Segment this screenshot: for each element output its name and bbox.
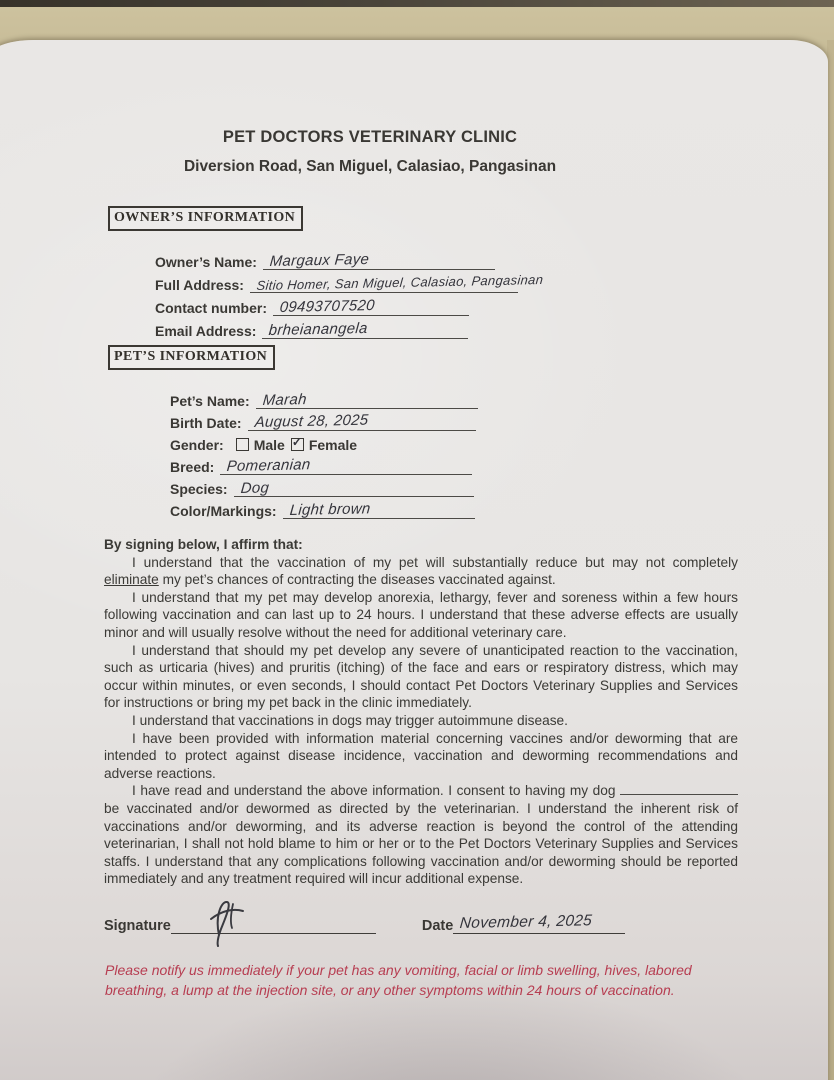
pet-breed-field bbox=[170, 453, 478, 475]
date-line bbox=[453, 912, 625, 934]
owner-email-line bbox=[262, 320, 468, 339]
pet-breed-value: Pomeranian bbox=[226, 456, 312, 475]
owner-contact-line bbox=[273, 297, 469, 316]
pet-name-line bbox=[256, 390, 478, 409]
pet-name-field bbox=[170, 387, 478, 409]
signature-label: Signature bbox=[104, 918, 171, 934]
pet-birthdate-value: August 28, 2025 bbox=[253, 411, 369, 431]
pet-color-label: Color/Markings: bbox=[170, 503, 277, 519]
desk-surface-right-edge bbox=[827, 40, 834, 1080]
post-vaccination-notice: Please notify us immediately if your pet has any vomiting, facial or limb swelling, hives, labored breathing, a lump at the injection site, or any other symptoms within 24 hours of vaccination. bbox=[105, 962, 692, 998]
pet-species-label: Species: bbox=[170, 481, 228, 497]
owner-contact-value: 09493707520 bbox=[279, 296, 376, 316]
pet-birthdate-label: Birth Date: bbox=[170, 415, 242, 431]
photo-top-shadow bbox=[0, 0, 834, 7]
checkbox-check-icon: ✓ bbox=[291, 435, 302, 449]
paragraph-6-text: I have read and understand the above information. I consent to having my dog bbox=[132, 783, 620, 799]
owner-address-field bbox=[155, 270, 544, 293]
pet-fields bbox=[170, 387, 478, 519]
date-value: November 4, 2025 bbox=[459, 912, 594, 932]
paragraph-1-text-after: my pet’s chances of contracting the diseases vaccinated against. bbox=[158, 572, 556, 588]
paragraph-1-text: I understand that the vaccination of my pet will substantially reduce but may not completely bbox=[132, 554, 738, 570]
affirmation-paragraph-1 bbox=[104, 554, 738, 589]
pet-species-line bbox=[234, 478, 474, 497]
pet-breed-line bbox=[220, 456, 472, 475]
pet-information-heading: PET’S INFORMATION bbox=[108, 345, 275, 370]
clinic-header bbox=[0, 128, 740, 176]
female-label: Female bbox=[308, 437, 358, 453]
pet-color-value: Light brown bbox=[288, 500, 371, 519]
affirmation-paragraph-5: I have been provided with information material concerning vaccines and/or deworming that are intended to protect against disease incidence, vaccination and deworming recommendations and adverse reactions. bbox=[104, 730, 738, 781]
owner-email-field bbox=[155, 316, 518, 339]
pet-species-field bbox=[170, 475, 478, 497]
pet-birthdate-line bbox=[248, 412, 476, 431]
female-checkbox bbox=[291, 435, 304, 451]
consent-dog-name-blank bbox=[620, 783, 738, 795]
pet-name-label: Pet’s Name: bbox=[170, 393, 250, 409]
signature-line bbox=[171, 917, 376, 934]
owner-name-line bbox=[263, 251, 495, 270]
owner-contact-label: Contact number: bbox=[155, 300, 267, 316]
owner-email-value: brheianangela bbox=[268, 319, 369, 339]
paragraph-6-text-after: be vaccinated and/or dewormed as directed by the veterinarian. I understand the inherent risk of vaccinations and/or deworming, and its adverse reaction is beyond the control of the attending veterinarian, I shall not hold blame to him or her or to the Pet Doctors Veterinary Supplies and Services staffs. I understand that any complications following vaccination and/or deworming should be reported immediately and any treatment required will incur additional expense. bbox=[104, 800, 738, 887]
owner-name-field bbox=[155, 247, 518, 270]
paragraph-1-underlined-word: eliminate bbox=[104, 572, 159, 588]
signature-scribble bbox=[203, 895, 263, 947]
affirmation-heading: By signing below, I affirm that: bbox=[104, 537, 303, 552]
pet-breed-label: Breed: bbox=[170, 459, 215, 475]
affirmation-paragraph-3: I understand that should my pet develop any severe of unanticipated reaction to the vaccination, such as urticaria (hives) and pruritis (itching) of the face and ears or respiratory distress, which may occur within minutes, or even seconds, I should contact Pet Doctors Veterinary Supplies and Services for instructions or bring my pet back in the clinic immediately. bbox=[104, 642, 738, 711]
owner-address-line bbox=[250, 271, 544, 293]
affirmation-section bbox=[104, 536, 738, 888]
owner-address-label: Full Address: bbox=[155, 277, 244, 293]
signature-block bbox=[104, 912, 738, 934]
pet-birthdate-field bbox=[170, 409, 478, 431]
owner-email-label: Email Address: bbox=[155, 323, 257, 339]
date-label: Date bbox=[421, 918, 454, 934]
affirmation-paragraph-4: I understand that vaccinations in dogs may trigger autoimmune disease. bbox=[132, 712, 568, 728]
affirmation-paragraph-2: I understand that my pet may develop anorexia, lethargy, fever and soreness within a few hours following vaccination and can last up to 24 hours. I understand that these adverse effects are usually minor and will usually resolve without the need for additional veterinary care. bbox=[104, 589, 738, 640]
owner-address-value: Sitio Homer, San Miguel, Calasiao, Pangasinan bbox=[255, 271, 544, 293]
pet-gender-label: Gender: bbox=[170, 437, 224, 453]
owner-name-value: Margaux Faye bbox=[268, 250, 370, 270]
male-checkbox bbox=[236, 438, 249, 451]
owner-contact-field bbox=[155, 293, 518, 316]
pet-species-value: Dog bbox=[239, 479, 270, 497]
pet-color-field bbox=[170, 497, 478, 519]
owner-name-label: Owner’s Name: bbox=[155, 254, 257, 270]
owner-information-heading: OWNER’S INFORMATION bbox=[108, 206, 303, 231]
pet-gender-field bbox=[170, 431, 478, 453]
affirmation-paragraph-6 bbox=[104, 782, 738, 888]
owner-fields bbox=[155, 247, 544, 339]
clinic-address: Diversion Road, San Miguel, Calasiao, Pangasinan bbox=[183, 158, 557, 175]
pet-name-value: Marah bbox=[261, 391, 308, 409]
clinic-name: PET DOCTORS VETERINARY CLINIC bbox=[222, 128, 518, 146]
pet-color-line bbox=[283, 500, 475, 519]
paper-sheet bbox=[0, 40, 828, 1080]
male-label: Male bbox=[253, 437, 285, 453]
